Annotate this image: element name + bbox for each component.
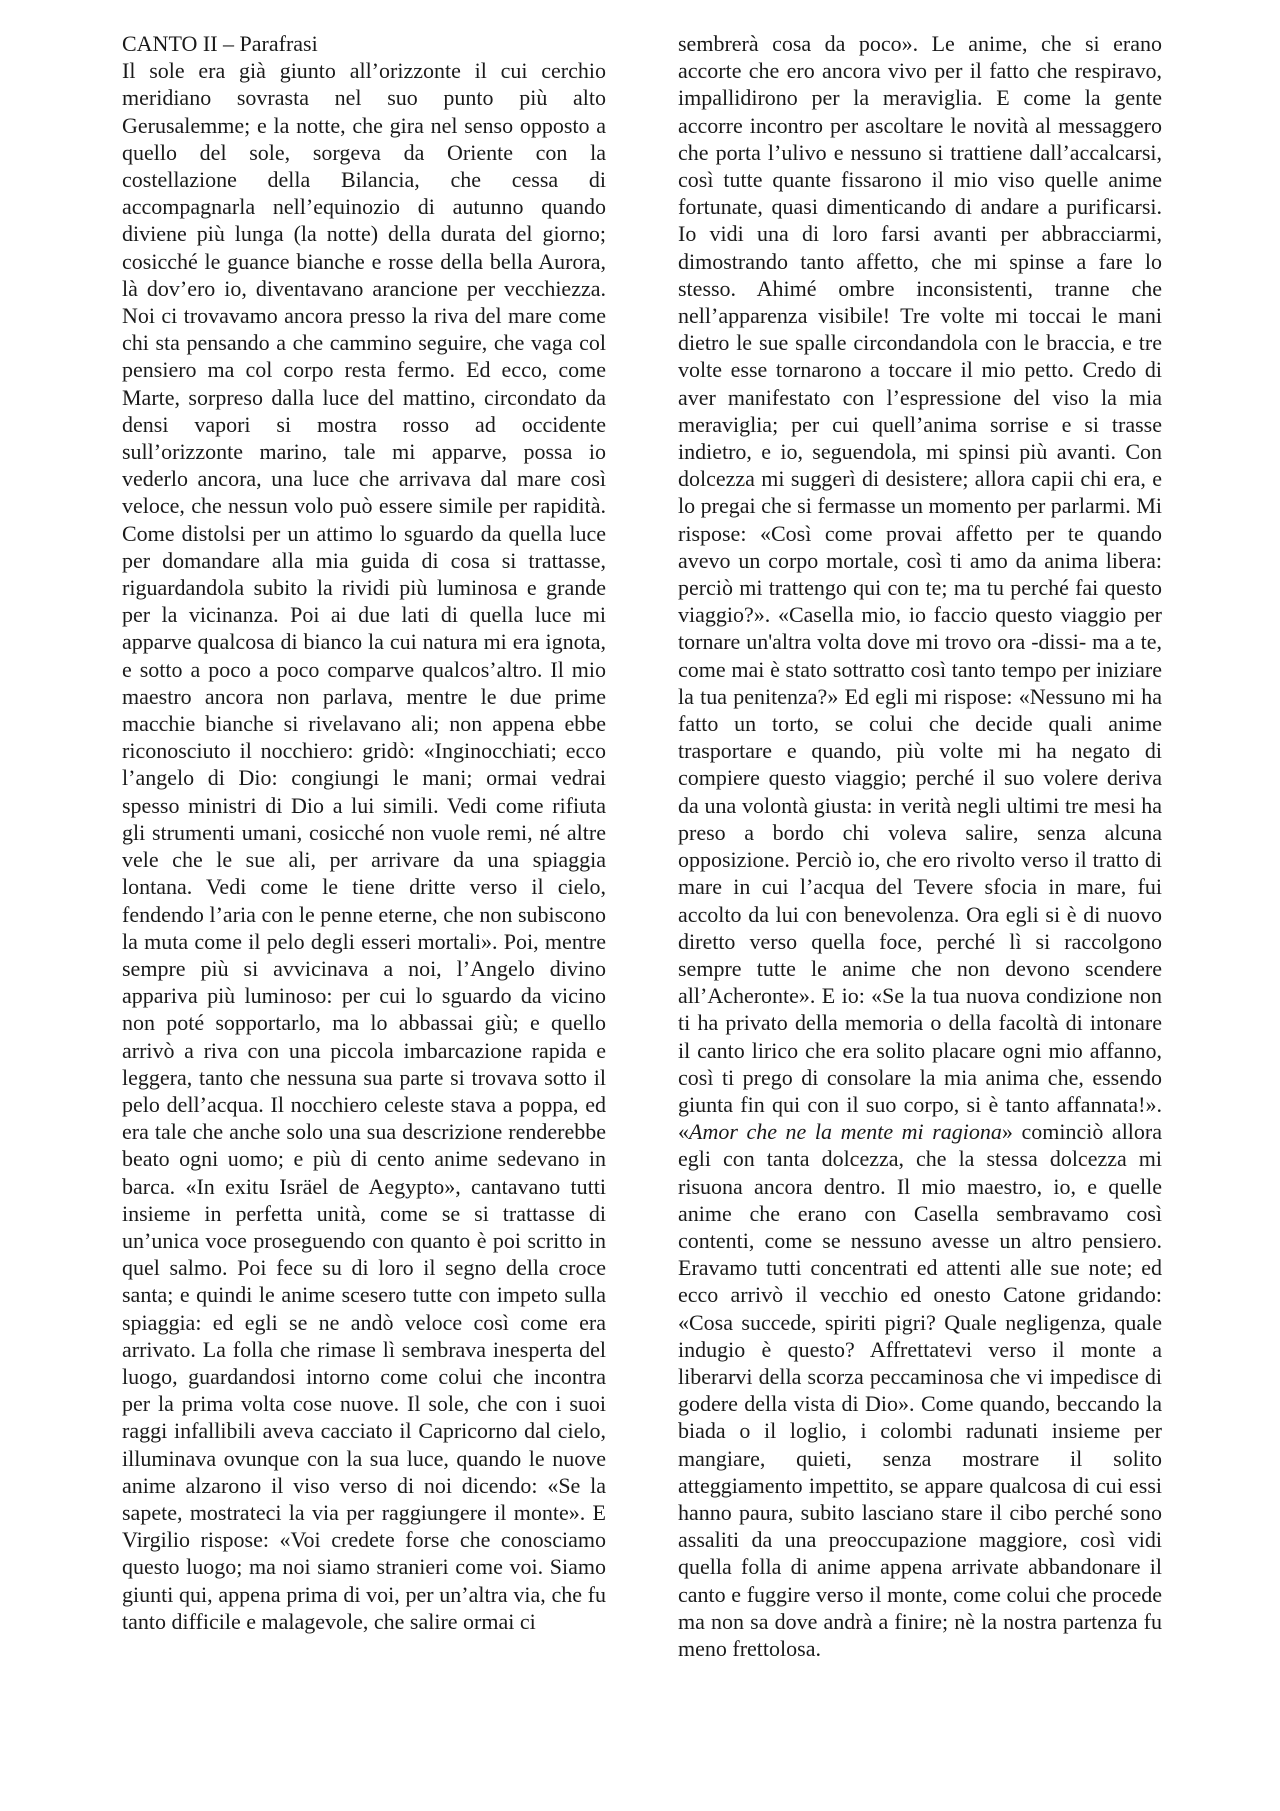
page-title: CANTO II – Parafrasi (122, 31, 318, 56)
paraphrase-text-right-part1: sembrerà cosa da poco». Le anime, che si erano accorte che ero ancora vivo per il fatto che respiravo, impallidirono per la meraviglia. E come la gente accorre incontro per ascoltare le novità al messaggero che porta l’ulivo e nessuno si trattiene dall’accalcarsi, così tutte quante fissarono il mio viso quelle anime fortunate, quasi dimenticando di andare a purificarsi. Io vidi una di loro farsi avanti per abbracciarmi, dimostrando tanto affetto, che mi spinse a fare lo stesso. Ahimé ombre inconsistenti, tranne che nell’apparenza visibile! Tre volte mi toccai le mani dietro le sue spalle circondandola con le braccia, e tre volte esse tornarono a toccare il mio petto. Credo di aver manifestato con l’espressione del viso la mia meraviglia; per cui quell’anima sorrise e si trasse indietro, e io, seguendola, mi spinsi più avanti. Con dolcezza mi suggerì di desistere; allora capii chi era, e lo pregai che si fermasse un momento per parlarmi. Mi rispose: «Così come provai affetto per te quando avevo un corpo mortale, così ti amo da anima libera: perciò mi trattengo qui con te; ma tu perché fai questo viaggio?». «Casella mio, io faccio questo viaggio per tornare un'altra volta dove mi trovo ora -dissi- ma a te, come mai è stato sottratto così tanto tempo per iniziare la tua penitenza?» Ed egli mi rispose: «Nessuno mi ha fatto un torto, se colui che decide quali anime trasportare e quando, più volte mi ha negato di compiere questo viaggio; perché il suo volere deriva da una volontà giusta: in verità negli ultimi tre mesi ha preso a bordo chi voleva salire, senza alcuna opposizione. Perciò io, che ero rivolto verso il tratto di mare in cui l’acqua del Tevere sfocia in mare, fui accolto da lui con benevolenza. Ora egli si è di nuovo diretto verso quella foce, perché lì si raccolgono sempre tutte le anime che non devono scendere all’Acheronte». E io: «Se la tua nuova condizione non ti ha privato della memoria o della facoltà di intonare il canto lirico che era solito placare ogni mio affanno, così ti prego di consolare la mia anima che, essendo giunta fin qui con il suo corpo, si è tanto affannata!». « (678, 31, 1162, 1145)
document-page (122, 30, 1162, 1790)
right-column (678, 30, 1162, 1790)
paragraph-left (122, 30, 606, 1635)
paragraph-right (678, 30, 1162, 1662)
paraphrase-text-left: Il sole era già giunto all’orizzonte il cui cerchio meridiano sovrasta nel suo punto più alto Gerusalemme; e la notte, che gira nel senso opposto a quello del sole, sorgeva da Oriente con la costellazione della Bilancia, che cessa di accompagnarla nell’equinozio di autunno quando diviene più lunga (la notte) della durata del giorno; cosicché le guance bianche e rosse della bella Aurora, là dov’ero io, diventavano arancione per vecchiezza. Noi ci trovavamo ancora presso la riva del mare come chi sta pensando a che cammino seguire, che vaga col pensiero ma col corpo resta fermo. Ed ecco, come Marte, sorpreso dalla luce del mattino, circondato da densi vapori si mostra rosso ad occidente sull’orizzonte marino, tale mi apparve, possa io vederlo ancora, una luce che arrivava dal mare così veloce, che nessun volo può essere simile per rapidità. Come distolsi per un attimo lo sguardo da quella luce per domandare alla mia guida di cosa si trattasse, riguardandola subito la rividi più luminosa e grande per la vicinanza. Poi ai due lati di quella luce mi apparve qualcosa di bianco la cui natura mi era ignota, e sotto a poco a poco comparve qualcos’altro. Il mio maestro ancora non parlava, mentre le due prime macchie bianche si rivelavano ali; non appena ebbe riconosciuto il nocchiero: gridò: «Inginocchiati; ecco l’angelo di Dio: congiungi le mani; ormai vedrai spesso ministri di Dio a lui simili. Vedi come rifiuta gli strumenti umani, cosicché non vuole remi, né altre vele che le sue ali, per arrivare da una spiaggia lontana. Vedi come le tiene dritte verso il cielo, fendendo l’aria con le penne eterne, che non subiscono la muta come il pelo degli esseri mortali». Poi, mentre sempre più si avvicinava a noi, l’Angelo divino appariva più luminoso: per cui lo sguardo da vicino non poté sopportarlo, ma lo abbassai giù; e quello arrivò a riva con una piccola imbarcazione rapida e leggera, tanto che nessuna sua parte si trovava sotto il pelo dell’acqua. Il nocchiero celeste stava a poppa, ed era tale che anche solo una sua descrizione renderebbe beato ogni uomo; e più di cento anime sedevano in barca. «In exitu Isräel de Aegypto», cantavano tutti insieme in perfetta unità, come se si trattasse di un’unica voce proseguendo con quanto è poi scritto in quel salmo. Poi fece su di loro il segno della croce santa; e quindi le anime scesero tutte con impeto sulla spiaggia: ed egli se ne andò veloce così come era arrivato. La folla che rimase lì sembrava inesperta del luogo, guardandosi intorno come colui che incontra per la prima volta cose nuove. Il sole, che con i suoi raggi infallibili aveva cacciato il Capricorno dal cielo, illuminava ovunque con la sua luce, quando le nuove anime alzarono il viso verso di noi dicendo: «Se la sapete, mostrateci la via per raggiungere il monte». E Virgilio rispose: «Voi credete forse che conosciamo questo luogo; ma noi siamo stranieri come voi. Siamo giunti qui, appena prima di voi, per un’altra via, che fu tanto difficile e malagevole, che salire ormai ci (122, 58, 606, 1634)
left-column (122, 30, 606, 1790)
italic-song-title: Amor che ne la mente mi ragiona (689, 1119, 1002, 1145)
paraphrase-text-right-part2: » cominciò allora egli con tanta dolcezza, che la stessa dolcezza mi risuona ancora dentro. Il mio maestro, io, e quelle anime che erano con Casella sembravamo così contenti, come se nessuno avesse un altro pensiero. Eravamo tutti concentrati ed attenti alle sue note; ed ecco arrivò il vecchio ed onesto Catone gridando: «Cosa succede, spiriti pigri? Quale negligenza, quale indugio è questo? Affrettatevi verso il monte a liberarvi della scorza peccaminosa che vi impedisce di godere della vista di Dio». Come quando, beccando la biada o il loglio, i colombi radunati insieme per mangiare, quieti, senza mostrare il solito atteggiamento impettito, se appare qualcosa di cui essi hanno paura, subito lasciano stare il cibo perché sono assaliti da una preoccupazione maggiore, così vidi quella folla di anime appena arrivate abbandonare il canto e fuggire verso il monte, come colui che procede ma non sa dove andrà a finire; nè la nostra partenza fu meno frettolosa. (678, 1119, 1163, 1661)
